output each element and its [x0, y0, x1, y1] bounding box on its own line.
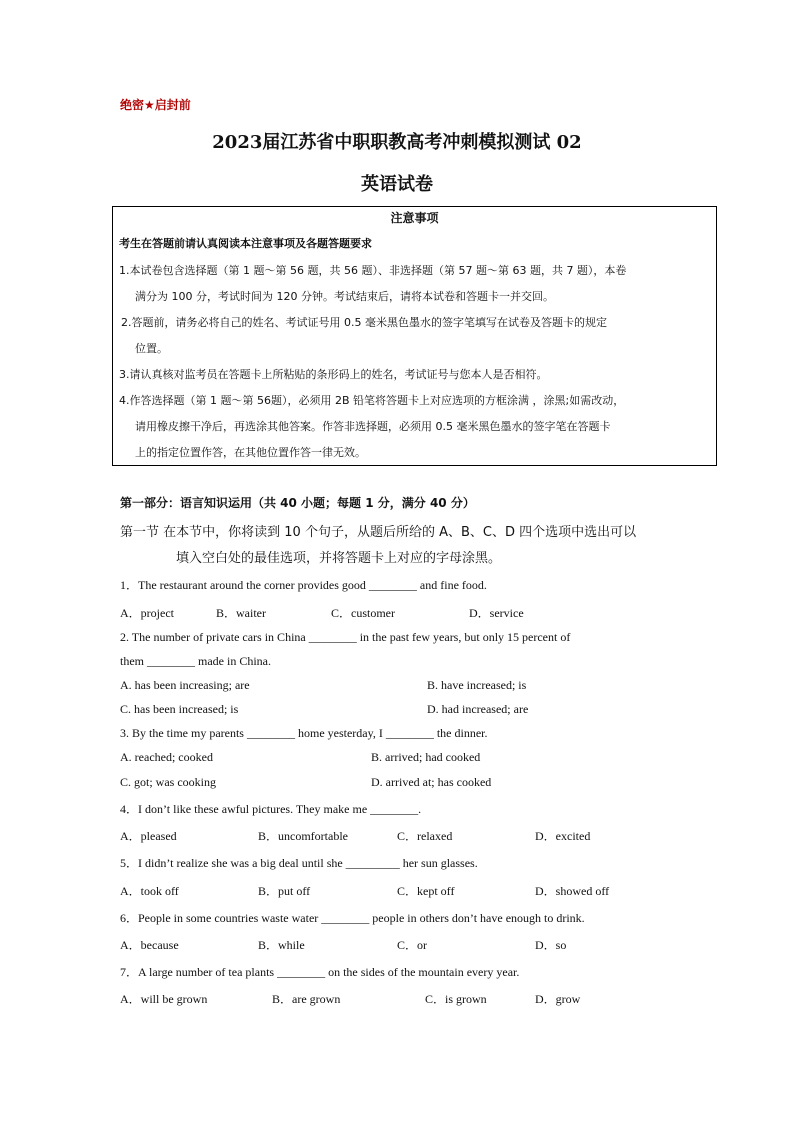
option-d: D．so: [535, 938, 567, 952]
exam-title: 2023届江苏省中职职教高考冲刺模拟测试 02: [212, 132, 582, 153]
question-stem: 1．The restaurant around the corner provides good ________ and fine food.: [120, 578, 487, 592]
option-c: C．customer: [331, 606, 395, 620]
option-a: A．will be grown: [120, 992, 208, 1006]
option-c: C．kept off: [397, 884, 455, 898]
notice-line: 1.本试卷包含选择题（第 1 题～第 56 题，共 56 题）、非选择题（第 57 题～第 63 题，共 7 题），本卷: [119, 264, 627, 277]
question-stem: 2. The number of private cars in China ________ in the past few years, but only 15 percent of: [120, 630, 571, 644]
notice-line: 2.答题前，请务必将自己的姓名、考试证号用 0.5 毫米黑色墨水的签字笔填写在试卷及答题卡的规定: [121, 316, 607, 329]
option-c: C．is grown: [425, 992, 487, 1006]
option-a: A．because: [120, 938, 179, 952]
option-b: B. arrived; had cooked: [371, 750, 481, 764]
option-b: B. have increased; is: [427, 678, 527, 692]
part-heading: 第一部分：语言知识运用（共 40 小题；每题 1 分，满分 40 分）: [120, 496, 475, 510]
option-b: B．while: [258, 938, 305, 952]
option-b: B．put off: [258, 884, 311, 898]
question-stem: 5．I didn’t realize she was a big deal until she _________ her sun glasses.: [120, 856, 478, 870]
option-a: A．project: [120, 606, 174, 620]
notice-lead: 考生在答题前请认真阅读本注意事项及各题答题要求: [119, 237, 372, 250]
option-d: D. had increased; are: [427, 702, 529, 716]
question-stem-continued: them ________ made in China.: [120, 654, 271, 668]
question-stem: 7．A large number of tea plants ________ on the sides of the mountain every year.: [120, 965, 520, 979]
question-stem: 6．People in some countries waste water ________ people in others don’t have enough to drink.: [120, 911, 585, 925]
notice-box: [112, 206, 717, 466]
option-c: C. got; was cooking: [120, 775, 216, 789]
confidential-mark: 绝密★启封前: [120, 98, 191, 112]
question-stem: 4．I don’t like these awful pictures. They make me ________.: [120, 802, 422, 816]
option-d: D. arrived at; has cooked: [371, 775, 492, 789]
option-a: A．took off: [120, 884, 179, 898]
option-d: D．grow: [535, 992, 581, 1006]
option-c: C. has been increased; is: [120, 702, 239, 716]
option-d: D．excited: [535, 829, 591, 843]
option-d: D．showed off: [535, 884, 610, 898]
notice-line: 请用橡皮擦干净后，再选涂其他答案。作答非选择题，必须用 0.5 毫米黑色墨水的签字笔在答题卡: [135, 420, 611, 433]
notice-line: 3.请认真核对监考员在答题卡上所粘贴的条形码上的姓名，考试证号与您本人是否相符。: [119, 368, 548, 381]
notice-line: 4.作答选择题（第 1 题～第 56题），必须用 2B 铅笔将答题卡上对应选项的方框涂满 ，涂黑;如需改动，: [119, 394, 625, 407]
notice-title: 注意事项: [390, 211, 439, 225]
option-a: A. reached; cooked: [120, 750, 213, 764]
section-intro: 第一节 在本节中，你将读到 10 个句子，从题后所给的 A、B、C、D 四个选项中选出可以: [120, 525, 637, 540]
option-d: D．service: [469, 606, 524, 620]
notice-line: 位置。: [135, 342, 168, 355]
notice-line: 上的指定位置作答，在其他位置作答一律无效。: [135, 446, 366, 459]
question-stem: 3. By the time my parents ________ home yesterday, I ________ the dinner.: [120, 726, 488, 740]
option-a: A. has been increasing; are: [120, 678, 250, 692]
notice-line: 满分为 100 分，考试时间为 120 分钟。考试结束后，请将本试卷和答题卡一并交回。: [135, 290, 554, 303]
option-c: C．or: [397, 938, 428, 952]
option-b: B．uncomfortable: [258, 829, 348, 843]
exam-subtitle: 英语试卷: [361, 174, 433, 195]
option-b: B．are grown: [272, 992, 341, 1006]
option-b: B．waiter: [216, 606, 266, 620]
option-c: C．relaxed: [397, 829, 453, 843]
option-a: A．pleased: [120, 829, 177, 843]
section-intro-continued: 填入空白处的最佳选项，并将答题卡上对应的字母涂黑。: [176, 551, 502, 566]
